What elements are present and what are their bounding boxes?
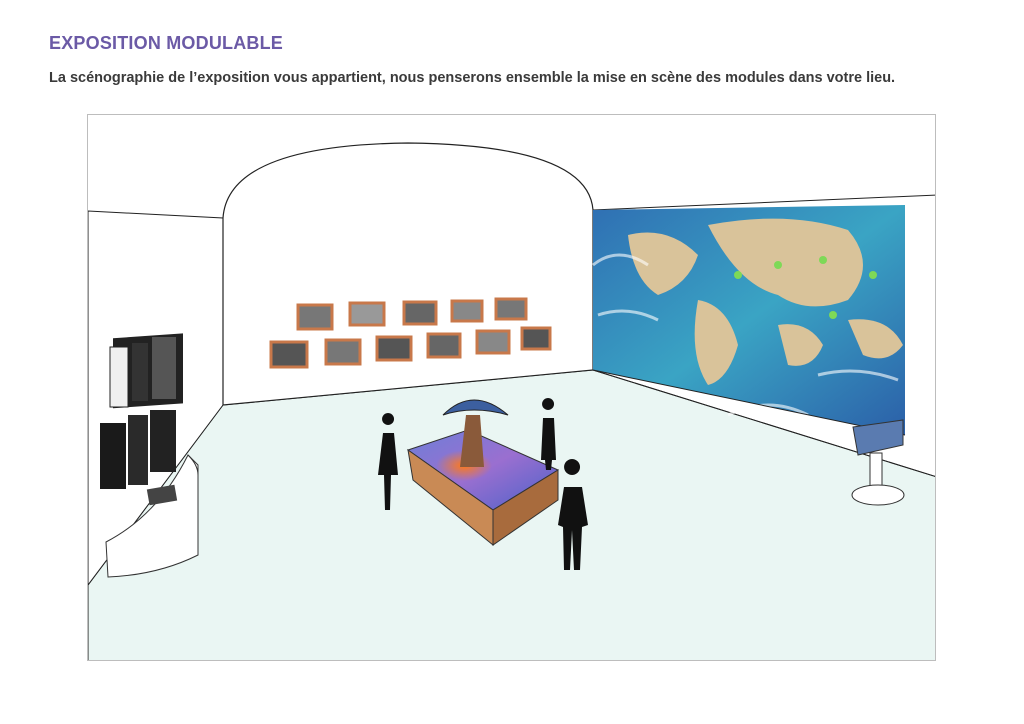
page-subtitle: La scénographie de l’exposition vous appartient, nous penserons ensemble la mise en scène des modules dans votre lieu. bbox=[49, 70, 896, 86]
exhibition-scene bbox=[88, 115, 936, 661]
page-title: EXPOSITION MODULABLE bbox=[49, 33, 284, 53]
exhibition-illustration bbox=[87, 114, 936, 661]
